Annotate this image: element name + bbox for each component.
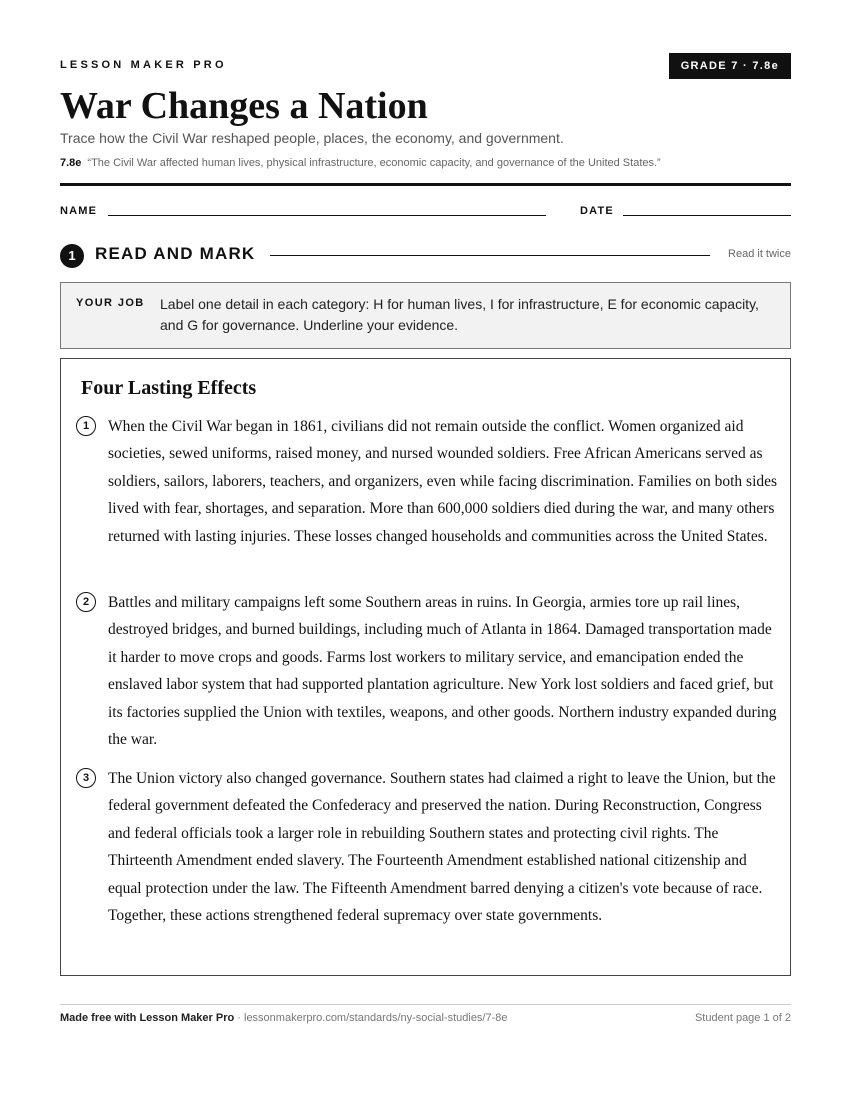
section-title: READ AND MARK [95, 244, 256, 263]
section-divider [270, 255, 710, 256]
instructions-text: Label one detail in each category: H for human lives, I for infrastructure, E for economic capacity, and G for governance. Underline your evidence. [160, 296, 759, 333]
paragraph-text: Battles and military campaigns left some Southern areas in ruins. In Georgia, armies tore up rail lines, destroyed bridges, and burned buildings, including much of Atlanta in 1864. Damaged transportation made it harder to move crops and goods. Farms lost workers to military service, and emancipation ended the enslaved labor system that had supported plantation agriculture. New York lost soldiers and faced grief, but its factories supplied the Union with textiles, weapons, and other goods. Northern industry expanded during the war. [108, 594, 777, 749]
date-field[interactable] [623, 215, 791, 216]
page-subtitle: Trace how the Civil War reshaped people, places, the economy, and government. [60, 130, 564, 146]
standard-code: 7.8e [60, 157, 82, 169]
instructions-label: YOUR JOB [76, 297, 145, 309]
instructions-box [60, 282, 791, 349]
footer-made-with: Made free with Lesson Maker Pro [60, 1012, 235, 1024]
reading-passage [60, 358, 791, 976]
footer-divider [60, 1004, 791, 1005]
worksheet-page [60, 0, 791, 1100]
name-label: NAME [60, 205, 98, 217]
name-field[interactable] [108, 215, 546, 216]
footer-credit [60, 1012, 508, 1024]
standard-line [60, 157, 661, 169]
paragraph-text: The Union victory also changed governance. Southern states had claimed a right to leave the Union, but the federal government defeated the Confederacy and preserved the nation. During Reconstruction, Congress and federal officials took a larger role in rebuilding Southern states and protecting civil rights. The Thirteenth Amendment ended slavery. The Fourteenth Amendment established national citizenship and equal protection under the law. The Fifteenth Amendment barred denying a citizen's vote because of race. Together, these actions strengthened federal supremacy over state governments. [108, 770, 776, 925]
standard-text: “The Civil War affected human lives, physical infrastructure, economic capacity, and governance of the United States.” [87, 157, 661, 169]
header-divider [60, 183, 791, 186]
date-label: DATE [580, 205, 614, 217]
section-number-badge: 1 [60, 244, 84, 268]
footer-separator: · [234, 1012, 244, 1024]
paragraph-number: 2 [76, 592, 96, 612]
page-title: War Changes a Nation [60, 85, 428, 127]
reading-title: Four Lasting Effects [81, 377, 257, 399]
footer-url[interactable]: lessonmakerpro.com/standards/ny-social-studies/7-8e [244, 1012, 508, 1024]
footer-page-number: Student page 1 of 2 [694, 1012, 791, 1024]
grade-badge: GRADE 7 · 7.8e [669, 53, 791, 79]
paragraph-number: 3 [76, 768, 96, 788]
paragraph-number: 1 [76, 416, 96, 436]
paragraph-text: When the Civil War began in 1861, civilians did not remain outside the conflict. Women organized aid societies, sewed uniforms, raised money, and nursed wounded soldiers. Free African Americans served as soldiers, sailors, laborers, teachers, and organizers, even while facing discrimination. Families on both sides lived with fear, shortages, and separation. More than 600,000 soldiers died during the war, and many others returned with lasting injuries. These losses changed households and communities across the United States. [108, 418, 778, 545]
section-hint: Read it twice [728, 248, 791, 260]
brand-name: LESSON MAKER PRO [60, 59, 227, 71]
